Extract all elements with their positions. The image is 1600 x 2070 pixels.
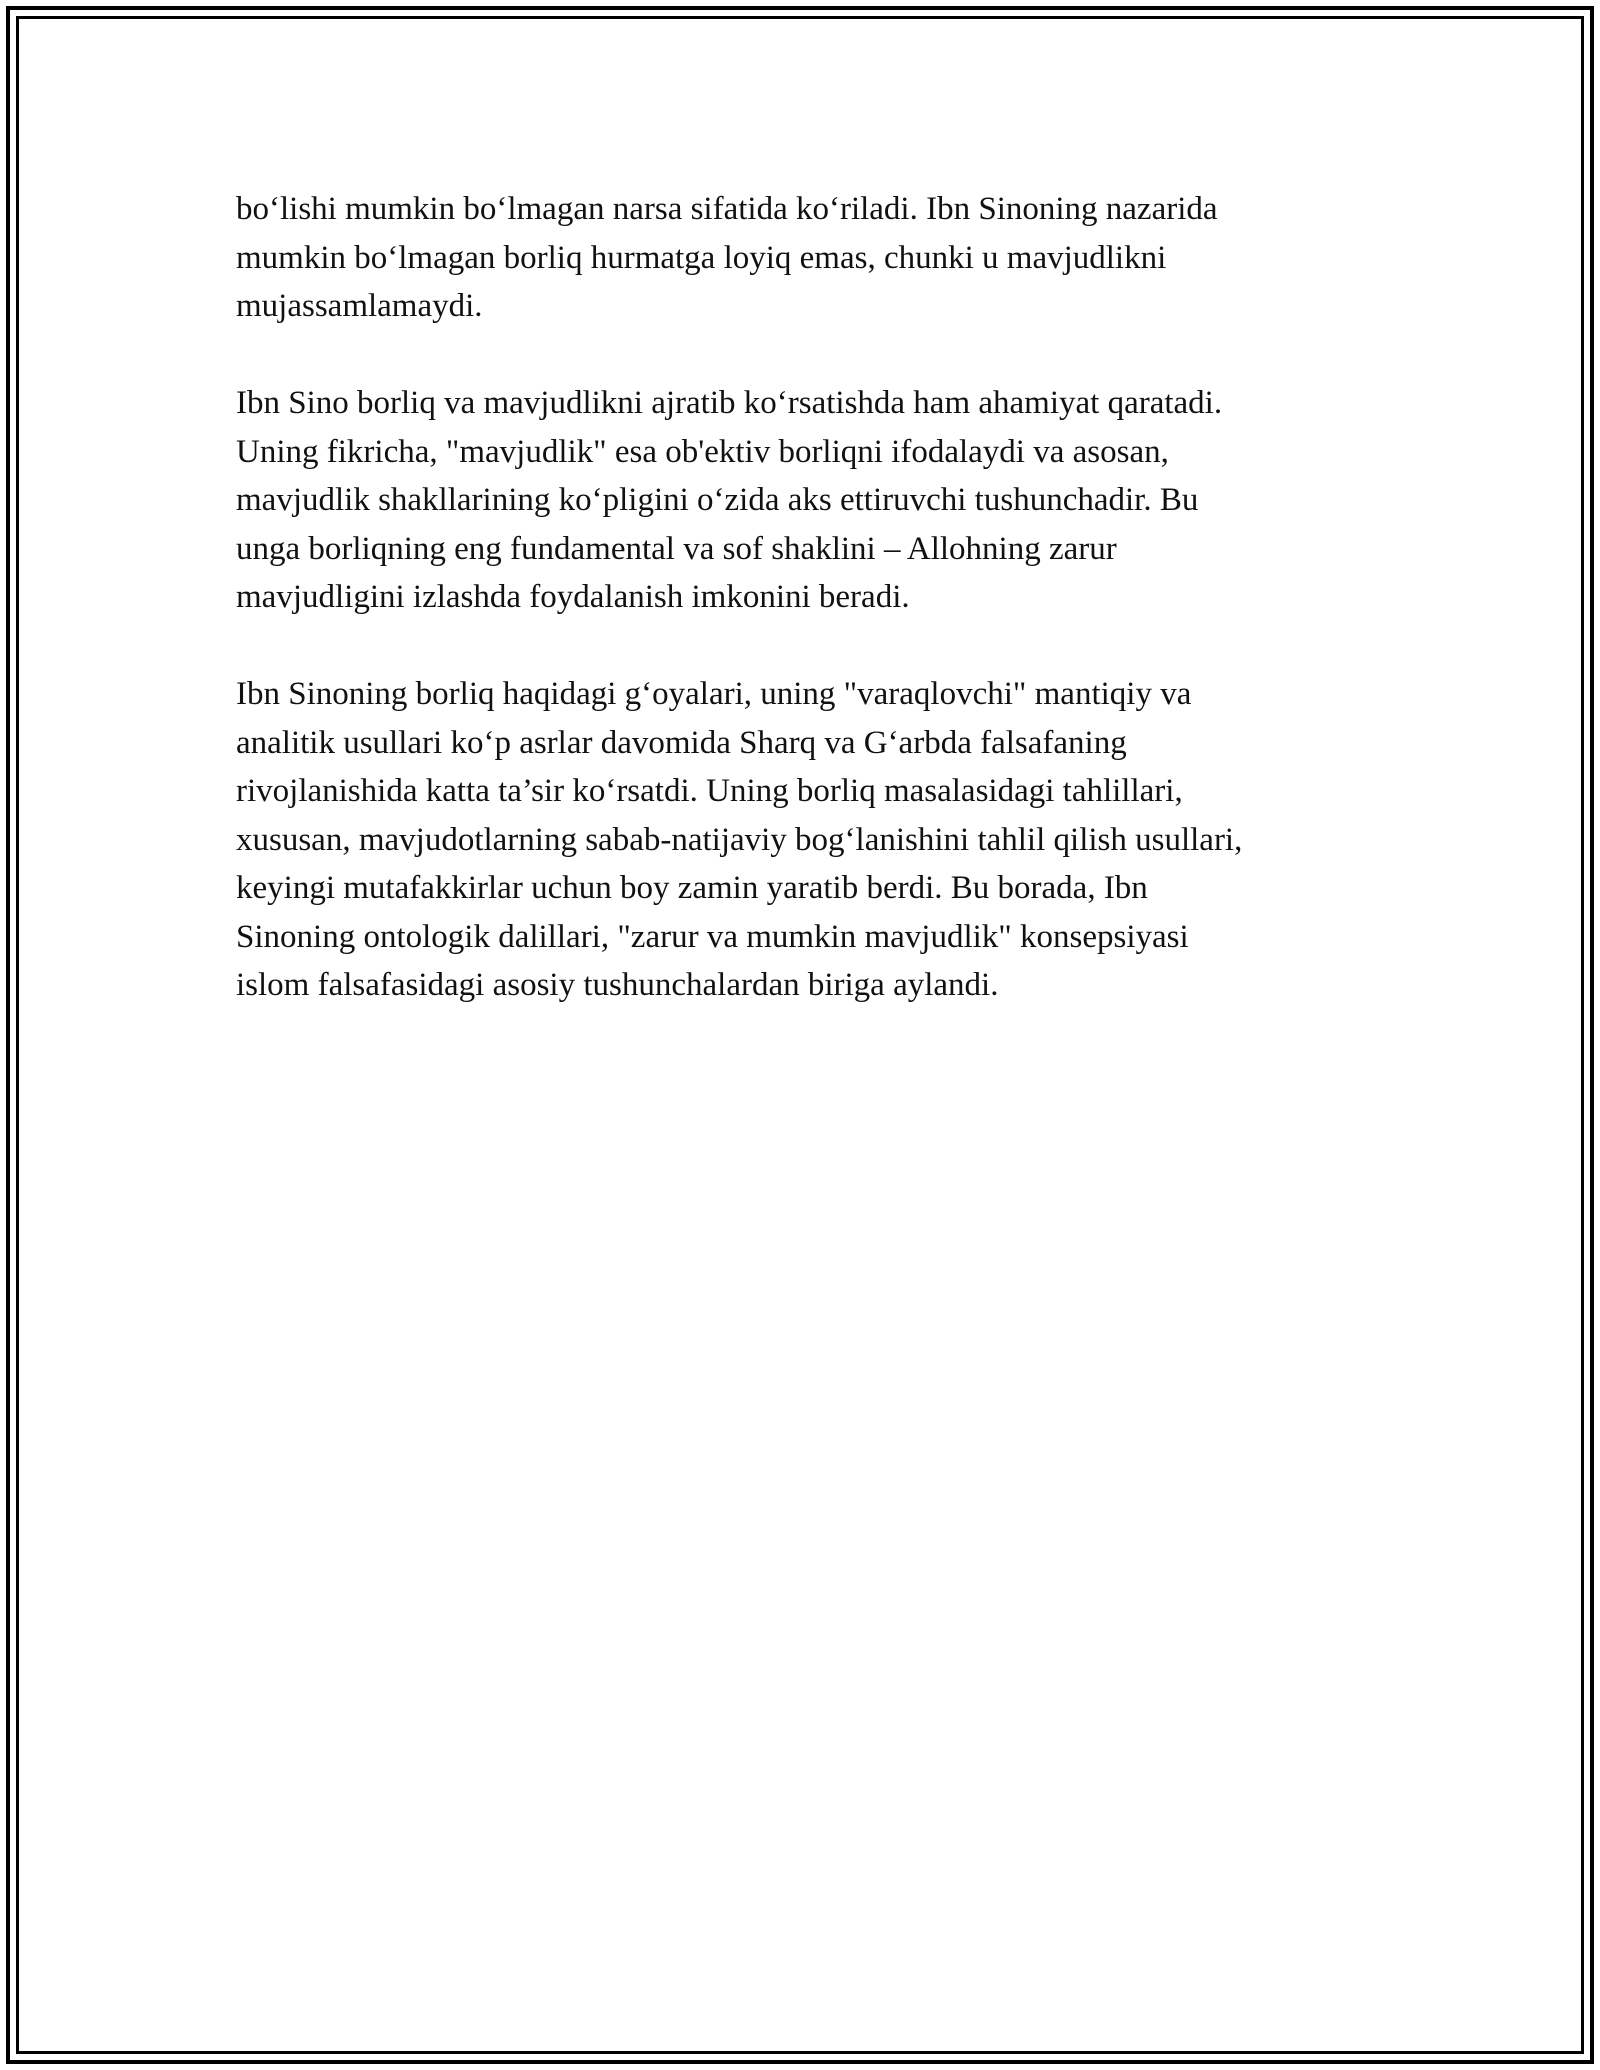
paragraph-1: bo‘lishi mumkin bo‘lmagan narsa sifatida ko‘riladi. Ibn Sinoning nazarida mumkin bo‘lmagan borliq hurmatga loyiq emas, chunki u mavjudlikni mujassamlamaydi. (236, 191, 1218, 324)
paragraph-2: Ibn Sino borliq va mavjudlikni ajratib ko‘rsatishda ham ahamiyat qaratadi. Uning fikricha, "mavjudlik" esa ob'ektiv borliqni ifodalaydi va asosan, mavjudlik shakllarining ko‘pligini o‘zida aks ettiruvchi tushunchadir. Bu unga borliqning eng fundamental va sof shaklini – Allohning zarur mavjudligini izlashda foydalanish imkonini beradi. (236, 385, 1223, 615)
document-body (236, 185, 1366, 1058)
paragraph-3: Ibn Sinoning borliq haqidagi g‘oyalari, uning "varaqlovchi" mantiqiy va analitik usullari ko‘p asrlar davomida Sharq va G‘arbda falsafaning rivojlanishida katta ta’sir ko‘rsatdi. Uning borliq masalasidagi tahlillari, xususan, mavjudotlarning sabab-natijaviy bog‘lanishini tahlil qilish usullari, keyingi mutafakkirlar uchun boy zamin yaratib berdi. Bu borada, Ibn Sinoning ontologik dalillari, "zarur va mumkin mavjudlik" konsepsiyasi islom falsafasidagi asosiy tushunchalardan biriga aylandi. (236, 676, 1243, 1003)
